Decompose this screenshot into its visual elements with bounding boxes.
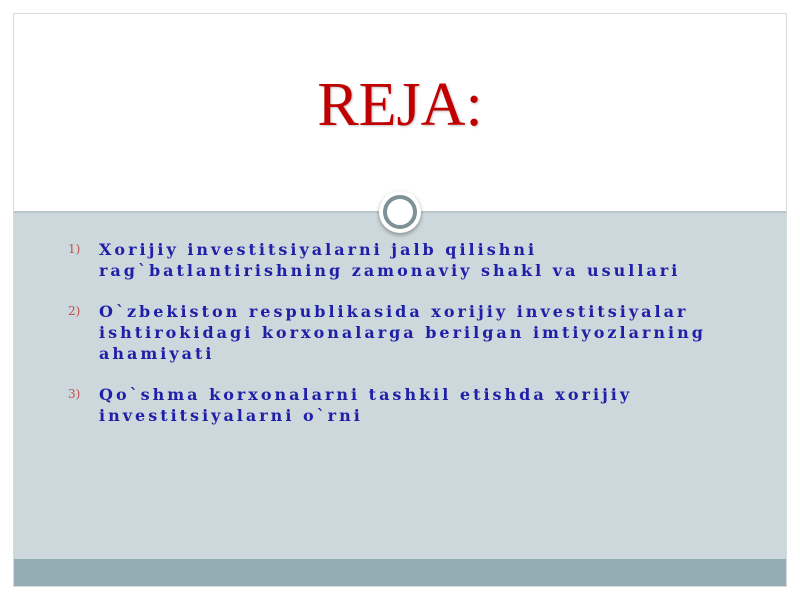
plan-item-text: Qo`shma korxonalarni tashkil etishda xorijiy investitsiyalarni o`rni xyxy=(99,385,633,425)
plan-item xyxy=(68,239,758,281)
plan-item-text: O`zbekiston respublikasida xorijiy investitsiyalar ishtirokidagi korxonalarga berilgan imtiyozlarning ahamiyati xyxy=(99,302,706,363)
circle-ring xyxy=(383,195,417,229)
title-area xyxy=(14,14,786,211)
circle-ornament-icon xyxy=(379,191,421,233)
footer-bar xyxy=(14,559,786,587)
plan-item xyxy=(68,301,758,364)
plan-item-number: 2) xyxy=(68,304,81,318)
slide xyxy=(13,13,787,587)
plan-item-text: Xorijiy investitsiyalarni jalb qilishni rag`batlantirishning zamonaviy shakl va usullari xyxy=(99,240,681,280)
slide-title: REJA: xyxy=(317,71,483,139)
plan-list xyxy=(68,239,758,446)
plan-item-number: 1) xyxy=(68,242,81,256)
plan-item-number: 3) xyxy=(68,387,81,401)
plan-item xyxy=(68,384,758,426)
